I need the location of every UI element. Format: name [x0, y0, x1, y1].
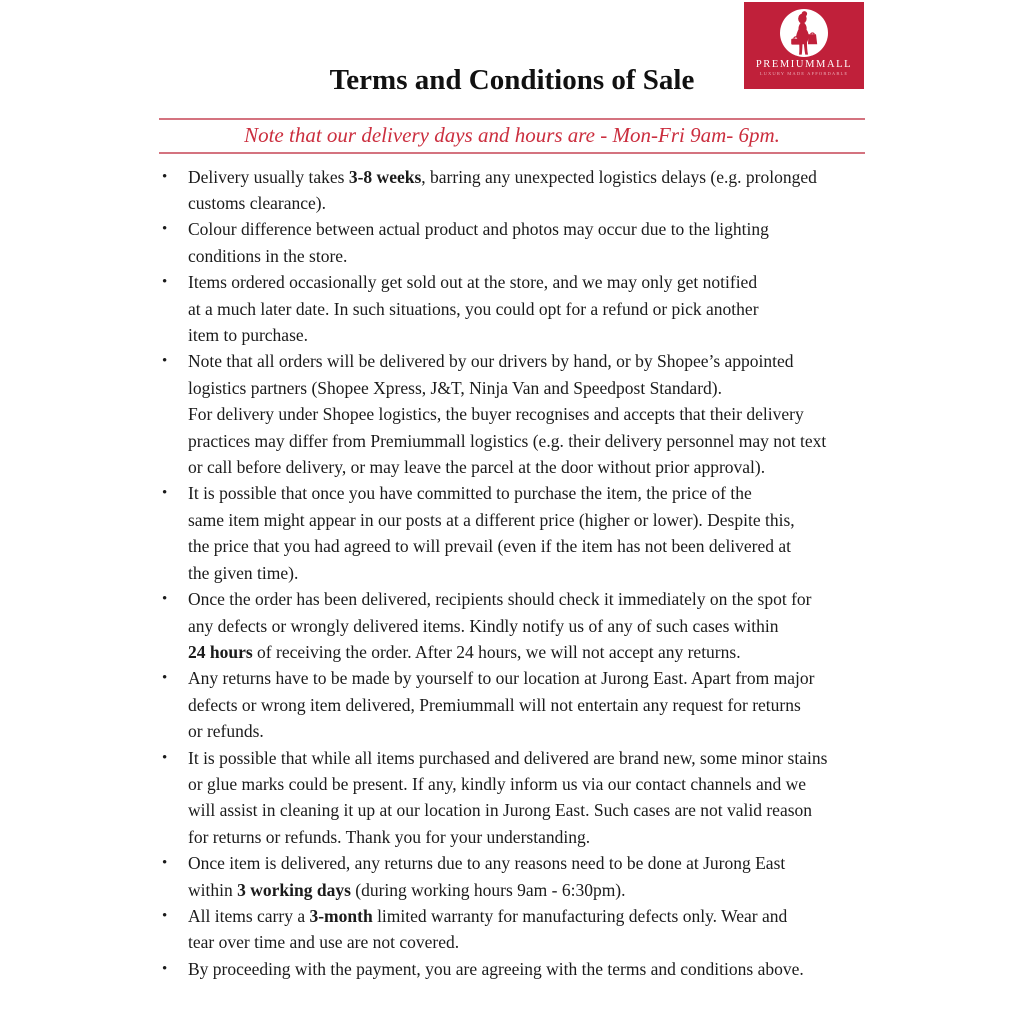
term-item: [159, 480, 879, 586]
term-text: [188, 956, 879, 982]
term-line: Note that all orders will be delivered by our drivers by hand, or by Shopee’s appointed: [188, 351, 794, 372]
term-line: By proceeding with the payment, you are agreeing with the terms and conditions above.: [188, 958, 804, 979]
term-item: [159, 164, 879, 217]
term-line: Delivery usually takes 3-8 weeks, barring any unexpected logistics delays (e.g. prolonged: [188, 166, 817, 187]
brand-name: PREMIUMMALL: [755, 59, 853, 70]
term-line: It is possible that while all items purchased and delivered are brand new, some minor stains: [188, 747, 828, 768]
term-line: For delivery under Shopee logistics, the buyer recognises and accepts that their delivery: [188, 404, 804, 425]
term-line: the given time).: [188, 562, 299, 583]
bullet-marker: •: [162, 485, 168, 502]
term-text: [188, 164, 879, 217]
term-item: [159, 850, 879, 903]
term-line: will assist in cleaning it up at our location in Jurong East. Such cases are not valid reason: [188, 800, 813, 821]
term-item: [159, 956, 879, 982]
woman-shopper-silhouette-icon: [780, 9, 828, 57]
bullet-marker: •: [162, 907, 168, 924]
term-line: Any returns have to be made by yourself to our location at Jurong East. Apart from major: [188, 668, 815, 689]
bullet-marker: •: [162, 960, 168, 977]
term-text: [188, 480, 879, 586]
term-line: at a much later date. In such situations, you could opt for a refund or pick another: [188, 298, 759, 319]
term-line: same item might appear in our posts at a different price (higher or lower). Despite this,: [188, 509, 795, 530]
bullet-marker: •: [162, 591, 168, 608]
bullet-marker: •: [162, 274, 168, 291]
bullet-marker: •: [162, 670, 168, 687]
term-item: [159, 745, 879, 851]
term-text: [188, 348, 879, 480]
term-line: Colour difference between actual product and photos may occur due to the lighting: [188, 219, 769, 240]
term-text: [188, 850, 879, 903]
term-text: [188, 745, 879, 851]
bullet-marker: •: [162, 855, 168, 872]
term-line: or refunds.: [188, 721, 264, 742]
term-text: [188, 665, 879, 744]
term-line: logistics partners (Shopee Xpress, J&T, Ninja Van and Speedpost Standard).: [188, 377, 722, 398]
delivery-note: Note that our delivery days and hours are - Mon-Fri 9am- 6pm.: [244, 123, 780, 148]
bullet-marker: •: [162, 221, 168, 238]
brand-tagline: LUXURY MADE AFFORDABLE: [759, 71, 849, 76]
term-line: tear over time and use are not covered.: [188, 932, 460, 953]
brand-logo: [744, 2, 864, 89]
term-line: or call before delivery, or may leave the parcel at the door without prior approval).: [188, 457, 766, 478]
terms-list: [159, 164, 879, 983]
page-title: Terms and Conditions of Sale: [329, 64, 695, 96]
term-line: 24 hours of receiving the order. After 24 hours, we will not accept any returns.: [188, 641, 741, 662]
term-line: any defects or wrongly delivered items. Kindly notify us of any of such cases within: [188, 615, 779, 636]
bullet-marker: •: [162, 353, 168, 370]
term-line: or glue marks could be present. If any, kindly inform us via our contact channels and we: [188, 773, 806, 794]
term-line: conditions in the store.: [188, 245, 348, 266]
term-item: [159, 348, 879, 480]
term-line: It is possible that once you have committed to purchase the item, the price of the: [188, 483, 752, 504]
delivery-note-banner: [159, 118, 865, 153]
term-item: [159, 269, 879, 348]
term-item: [159, 216, 879, 269]
term-line: All items carry a 3-month limited warranty for manufacturing defects only. Wear and: [188, 905, 788, 926]
term-line: Once the order has been delivered, recipients should check it immediately on the spot for: [188, 589, 812, 610]
term-line: within 3 working days (during working hours 9am - 6:30pm).: [188, 879, 626, 900]
term-item: [159, 903, 879, 956]
term-line: practices may differ from Premiummall logistics (e.g. their delivery personnel may not text: [188, 430, 827, 451]
term-line: defects or wrong item delivered, Premiummall will not entertain any request for returns: [188, 694, 801, 715]
term-line: Once item is delivered, any returns due to any reasons need to be done at Jurong East: [188, 853, 786, 874]
term-line: Items ordered occasionally get sold out at the store, and we may only get notified: [188, 272, 758, 293]
term-line: for returns or refunds. Thank you for your understanding.: [188, 826, 591, 847]
term-text: [188, 903, 879, 956]
bullet-marker: •: [162, 749, 168, 766]
term-text: [188, 586, 879, 665]
term-line: item to purchase.: [188, 325, 309, 346]
term-item: [159, 586, 879, 665]
bullet-marker: •: [162, 168, 168, 185]
term-text: [188, 216, 879, 269]
term-line: the price that you had agreed to will prevail (even if the item has not been delivered at: [188, 536, 792, 557]
term-text: [188, 269, 879, 348]
term-item: [159, 665, 879, 744]
term-line: customs clearance).: [188, 193, 326, 213]
